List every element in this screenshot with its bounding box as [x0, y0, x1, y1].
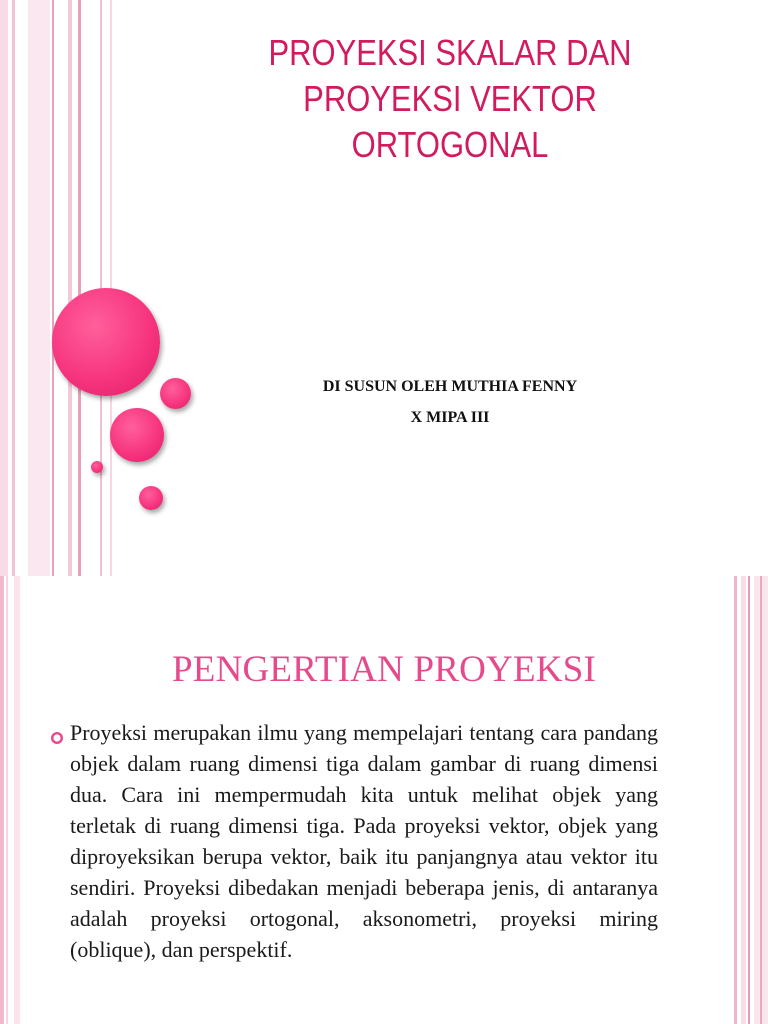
stripe — [68, 0, 72, 576]
section-heading: PENGERTIAN PROYEKSI — [171, 649, 596, 690]
stripe — [14, 576, 20, 1024]
decorative-circle-small — [160, 378, 191, 409]
author-text: DI SUSUN OLEH MUTHIA FENNY — [322, 378, 578, 395]
stripe — [760, 576, 762, 1024]
stripe — [12, 0, 15, 576]
ring-bullet-icon — [50, 731, 64, 745]
stripe — [734, 576, 737, 1024]
decorative-circle-small — [139, 486, 163, 510]
stripe — [28, 0, 50, 576]
decorative-circle-tiny — [91, 461, 103, 473]
stripe — [0, 576, 4, 1024]
stripe — [748, 576, 750, 1024]
slide-title-line: PROYEKSI SKALAR DAN — [268, 32, 632, 73]
stripe — [0, 0, 8, 576]
slide-title-line: PROYEKSI VEKTOR — [303, 78, 597, 119]
class-text: X MIPA III — [410, 409, 490, 426]
stripe — [741, 576, 746, 1024]
decorative-circle-medium — [110, 408, 164, 462]
stripe — [6, 576, 8, 1024]
definition-paragraph: Proyeksi merupakan ilmu yang mempelajari tentang cara pandang objek dalam ruang dimensi tiga dalam gambar di ruang dimensi dua. Cara ini mempermudah kita untuk melihat objek yang terletak di ruang dimensi tiga. Pada proyeksi vektor, objek yang diproyeksikan berupa vektor, baik itu panjangnya atau vektor itu sendiri. Proyeksi dibedakan menjadi beberapa jenis, di antaranya adalah proyeksi ortogonal, aksonometri, proyeksi miring (oblique), dan perspektif. — [70, 720, 658, 962]
decorative-circle-large — [52, 288, 160, 396]
stripe — [78, 0, 81, 576]
stripe — [52, 0, 54, 576]
slide-title-line: ORTOGONAL — [351, 124, 549, 165]
definition-slide — [0, 576, 768, 1024]
slide-title — [244, 30, 657, 168]
